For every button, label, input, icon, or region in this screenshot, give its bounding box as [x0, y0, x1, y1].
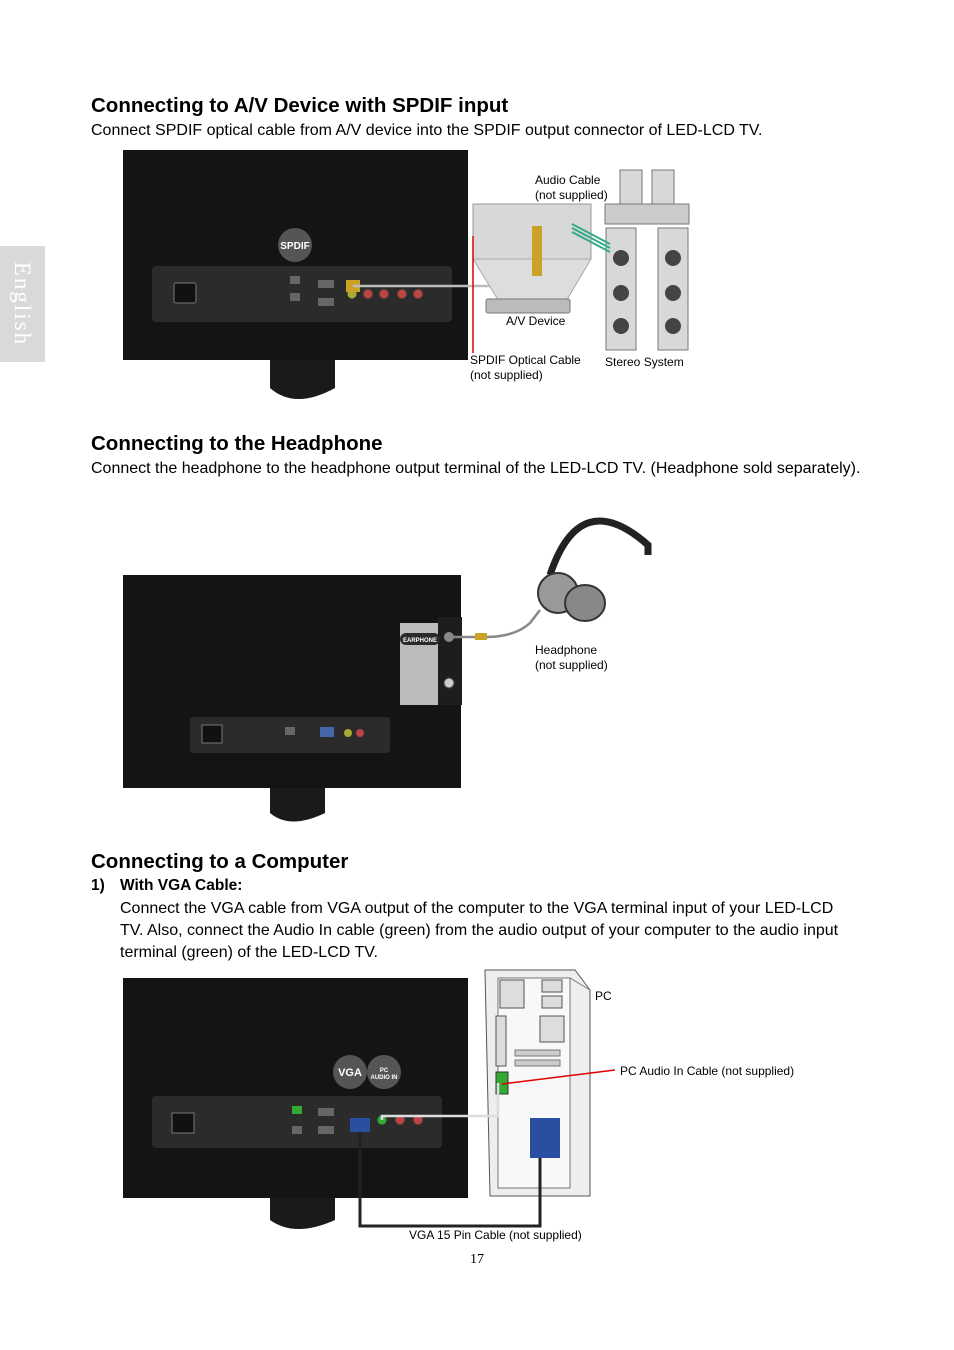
- section-body-headphone: Connect the headphone to the headphone output terminal of the LED-LCD TV. (Headphone sold separately).: [91, 460, 861, 477]
- audio-cable-label: Audio Cable (not supplied): [535, 173, 608, 202]
- section-title-spdif: Connecting to A/V Device with SPDIF input: [91, 94, 509, 117]
- stereo-receiver: [605, 204, 689, 224]
- pc-label: PC: [595, 989, 612, 1003]
- tv-stand: [270, 788, 325, 822]
- av-device-box-icon: [486, 299, 570, 313]
- tv-back: [123, 978, 468, 1198]
- section-body-spdif: Connect SPDIF optical cable from A/V device into the SPDIF output connector of LED-LCD TV.: [91, 122, 763, 139]
- list-title: With VGA Cable:: [120, 877, 243, 894]
- side-connector-strip: [438, 617, 462, 705]
- headphone-cable: [454, 610, 540, 637]
- power-socket-icon: [172, 1113, 194, 1133]
- power-socket-icon: [202, 725, 222, 743]
- stereo-system-label: Stereo System: [605, 355, 684, 369]
- pc-audio-badge-text: PC AUDIO IN: [370, 1068, 398, 1081]
- av-device-label: A/V Device: [506, 314, 566, 328]
- section-title-headphone: Connecting to the Headphone: [91, 432, 383, 455]
- section-body-computer: Connect the VGA cable from VGA output of the computer to the VGA terminal input of your LED-LCD TV. Also, connect the Audio In cable (green) from the audio output of your computer to the audio input terminal (green) of the LED-LCD TV.: [120, 900, 839, 961]
- spdif-badge-text: SPDIF: [280, 241, 310, 252]
- page-number: 17: [470, 1252, 484, 1267]
- pc-audio-cable-label: PC Audio In Cable (not supplied): [620, 1064, 795, 1078]
- pc-vga-port-icon: [530, 1118, 560, 1158]
- vga-badge-text: VGA: [338, 1067, 362, 1079]
- spdif-cable-label: SPDIF Optical Cable (not supplied): [470, 353, 581, 382]
- computer-diagram: [120, 968, 620, 1238]
- list-number: 1): [91, 877, 105, 894]
- pc-fan-icon: [500, 980, 524, 1008]
- language-tab-label: English: [10, 261, 36, 347]
- language-tab: [0, 246, 45, 362]
- rf-jack-icon: [444, 678, 454, 688]
- tv-stand: [270, 1198, 335, 1229]
- section-title-computer: Connecting to a Computer: [91, 850, 349, 873]
- tv-stand: [270, 360, 335, 399]
- headphone-right-cup-icon: [565, 585, 605, 621]
- power-socket-icon: [174, 283, 196, 303]
- headphone-band: [550, 521, 648, 575]
- optical-connector-icon: [532, 226, 542, 276]
- vga-cable-label: VGA 15 Pin Cable (not supplied): [409, 1228, 582, 1242]
- earphone-badge-text: EARPHONE: [402, 638, 438, 644]
- headphone-label: Headphone (not supplied): [535, 643, 608, 672]
- vga-port-icon: [350, 1118, 370, 1132]
- earphone-jack-icon: [444, 632, 454, 642]
- list-heading-vga: [91, 877, 242, 895]
